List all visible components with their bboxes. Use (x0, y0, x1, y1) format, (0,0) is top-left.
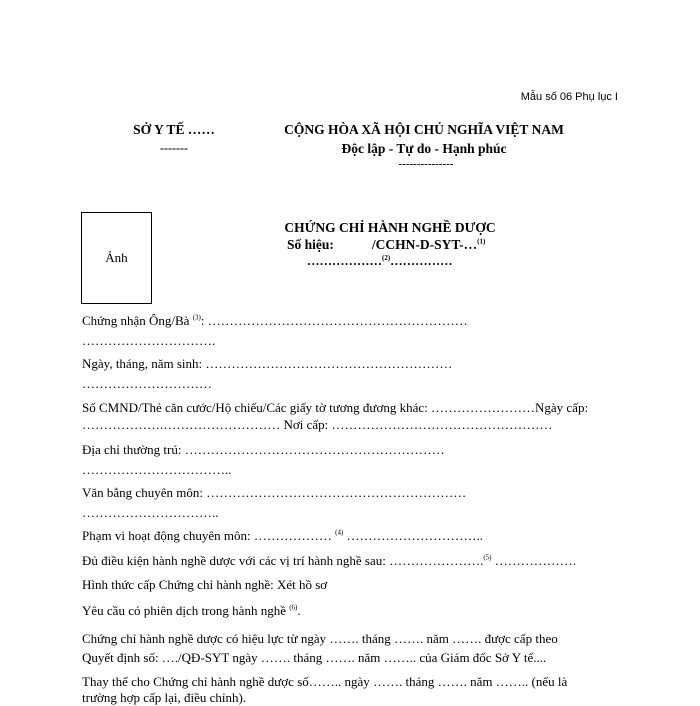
national-motto: Độc lập - Tự do - Hạnh phúc (341, 141, 507, 156)
field-continuation: ………………………….. (343, 528, 484, 543)
motto-underline: --------------- (398, 158, 454, 170)
field-text: Văn bằng chuyên môn: …………………………………………………… (82, 485, 467, 500)
field-text: Yêu cầu có phiên dịch trong hành nghề (82, 603, 290, 618)
agency-header (128, 122, 220, 156)
field-text: ………………………… (82, 376, 212, 391)
field-line (82, 650, 546, 666)
field-text: …………………………. (82, 333, 216, 348)
field-line (82, 376, 212, 392)
field-line (82, 417, 553, 433)
field-note: (6) (289, 603, 298, 612)
field-line (82, 485, 466, 501)
field-line (82, 674, 567, 690)
field-line (82, 462, 232, 478)
field-line (82, 603, 301, 619)
field-text: ………………………….. (82, 505, 219, 520)
certificate-number (287, 237, 485, 253)
form-code: Mẫu số 06 Phụ lục I (520, 91, 618, 103)
agency-underline: ------- (160, 141, 188, 155)
field-text: Địa chỉ thường trú: …………………………………………………… (82, 442, 445, 457)
field-text: Ngày, tháng, năm sinh: ………………………………………………… (82, 356, 453, 371)
field-text: Chứng chỉ hành nghề dược có hiệu lực từ ngày ……. tháng ……. năm ……. được cấp theo (82, 631, 558, 646)
country-name: CỘNG HÒA XÃ HỘI CHỦ NGHĨA VIỆT NAM (284, 122, 564, 137)
field-continuation: : …………………………………………………… (200, 313, 468, 328)
field-line (82, 400, 588, 416)
field-text: Hình thức cấp Chứng chỉ hành nghề: Xét hồ sơ (82, 577, 328, 592)
agency-name: SỞ Y TẾ …… (133, 122, 215, 137)
field-line (82, 577, 327, 593)
certificate-title: CHỨNG CHỈ HÀNH NGHỀ DƯỢC (284, 220, 496, 235)
field-text: ……………….……………………… Nơi cấp: …………………………………………… (82, 417, 553, 432)
subnumber-right: …………… (390, 254, 453, 269)
photo-placeholder (81, 212, 152, 304)
field-line (82, 313, 468, 329)
photo-label: Ảnh (105, 250, 128, 265)
field-line (82, 553, 576, 569)
field-line (82, 333, 215, 349)
field-text: Số CMND/Thẻ căn cước/Hộ chiếu/Các giấy tờ tương đương khác: ……………………Ngày cấp: (82, 400, 589, 415)
field-text: Quyết định số: …./QĐ-SYT ngày ……. tháng ……. năm …….. của Giám đốc Sở Y tế.... (82, 650, 547, 665)
field-line (82, 505, 219, 521)
number-suffix: /CCHN-D-SYT-… (371, 237, 478, 252)
field-line (82, 690, 246, 706)
certificate-subnumber (307, 254, 453, 269)
field-text: Chứng nhận Ông/Bà (82, 313, 193, 328)
field-line (82, 631, 558, 647)
field-text: trường hợp cấp lại, điều chỉnh). (82, 690, 247, 705)
field-note: (3) (192, 313, 201, 322)
number-note: (1) (477, 237, 486, 246)
field-text: Đủ điều kiện hành nghề dược với các vị trí hành nghề sau: …………………. (82, 553, 484, 568)
subnumber-left: ……………… (307, 254, 382, 269)
number-label: Số hiệu: (287, 237, 334, 252)
field-line (82, 356, 452, 372)
field-text: …………………………….. (82, 462, 232, 477)
field-note: (4) (335, 528, 344, 537)
subnumber-note: (2) (382, 254, 391, 262)
field-continuation: ………………. (491, 553, 576, 568)
field-text: Phạm vi hoạt động chuyên môn: ……………… (82, 528, 336, 543)
field-line (82, 442, 445, 458)
field-text: Thay thế cho Chứng chỉ hành nghề dược số…….. ngày ……. tháng ……. năm …….. (nếu là (82, 674, 568, 689)
field-continuation: . (297, 603, 301, 618)
national-header (274, 122, 574, 170)
field-note: (5) (483, 553, 492, 562)
field-line (82, 528, 483, 544)
